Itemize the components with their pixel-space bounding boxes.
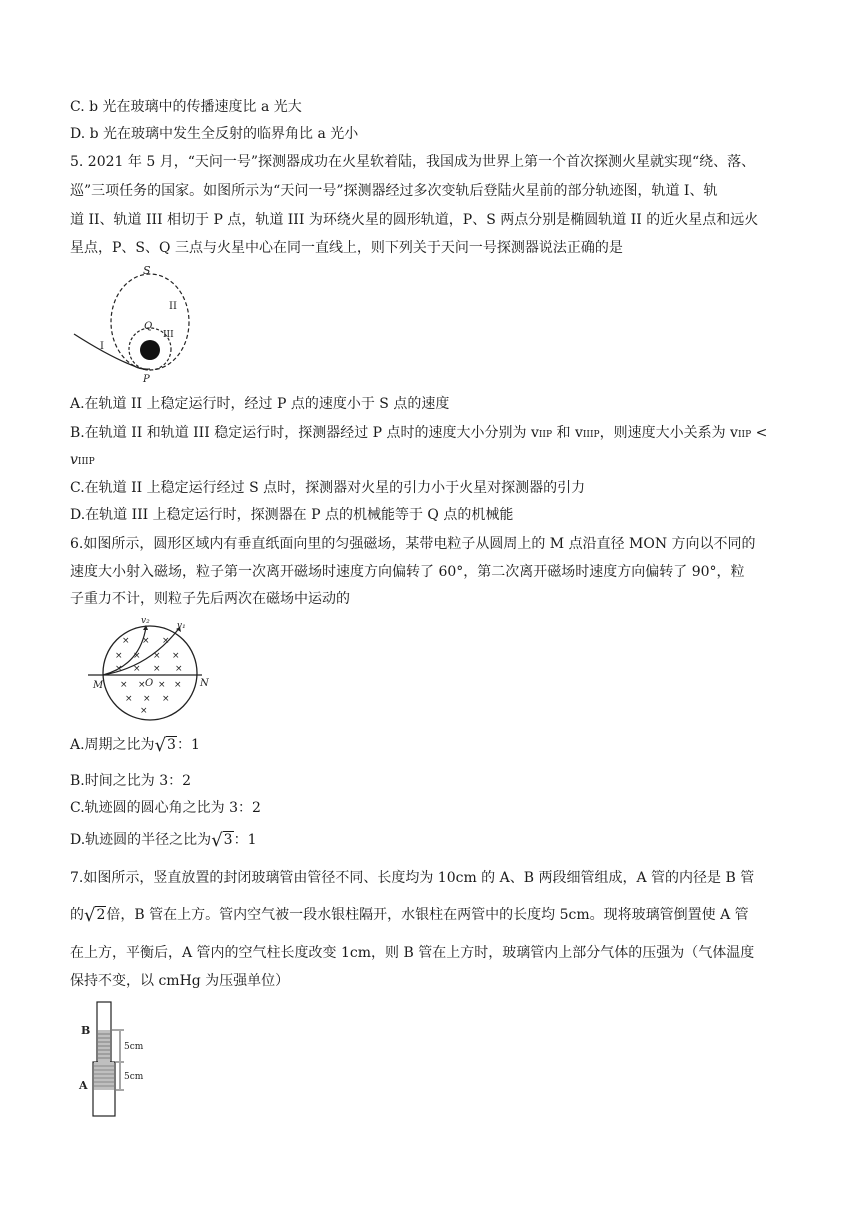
q5-stem-line1: 5. 2021 年 5 月，“天问一号”探测器成功在火星软着陆，我国成为世界上第一个首次探测火星就实现“绕、落、 bbox=[70, 154, 756, 170]
q6-option-a: A.周期之比为√3：1 bbox=[70, 735, 200, 756]
svg-text:×: × bbox=[115, 664, 123, 674]
q7-stem-line1: 7.如图所示，竖直放置的封闭玻璃管由管径不同、长度均为 10cm 的 A、B 两段细管组成，A 管的内径是 B 管 bbox=[70, 870, 755, 886]
q5-stem-line4: 星点，P、S、Q 三点与火星中心在同一直线上，则下列关于天问一号探测器说法正确的是 bbox=[70, 240, 623, 256]
svg-text:×: × bbox=[140, 706, 148, 716]
q5-stem-line3: 道 II、轨道 III 相切于 P 点，轨道 III 为环绕火星的圆形轨道，P、S 两点分别是椭圆轨道 II 的近火星点和远火 bbox=[70, 212, 759, 228]
label-s: S bbox=[143, 264, 151, 277]
orbit-diagram bbox=[70, 262, 230, 387]
label-a: A bbox=[79, 1079, 88, 1092]
q4-option-d: D. b 光在玻璃中发生全反射的临界角比 a 光小 bbox=[70, 126, 359, 142]
svg-text:×: × bbox=[138, 680, 146, 690]
svg-text:×: × bbox=[115, 651, 123, 661]
svg-text:×: × bbox=[142, 636, 150, 646]
label-v2: v₂ bbox=[141, 616, 150, 626]
svg-text:×: × bbox=[122, 636, 130, 646]
svg-text:×: × bbox=[143, 694, 151, 704]
svg-text:×: × bbox=[133, 664, 141, 674]
svg-text:×: × bbox=[125, 694, 133, 704]
label-v1: v₁ bbox=[177, 621, 186, 631]
q6-stem-line1: 6.如图所示，圆形区域内有垂直纸面向里的匀强磁场，某带电粒子从圆周上的 M 点沿直径 MON 方向以不同的 bbox=[70, 536, 756, 552]
q5-stem-line2: 巡”三项任务的国家。如图所示为“天问一号”探测器经过多次变轨后登陆火星前的部分轨迹图，轨道 I、轨 bbox=[70, 183, 718, 199]
label-5cm-lower: 5cm bbox=[124, 1072, 144, 1082]
q4-option-c: C. b 光在玻璃中的传播速度比 a 光大 bbox=[70, 99, 302, 115]
label-orbit-iii: III bbox=[163, 330, 174, 340]
q5-option-d: D.在轨道 III 上稳定运行时，探测器在 P 点的机械能等于 Q 点的机械能 bbox=[70, 507, 514, 523]
label-n: N bbox=[200, 678, 209, 689]
svg-text:×: × bbox=[158, 680, 166, 690]
q6-option-c: C.轨迹圆的圆心角之比为 3：2 bbox=[70, 800, 261, 816]
q7-stem-line4: 保持不变，以 cmHg 为压强单位） bbox=[70, 973, 290, 989]
q6-option-b: B.时间之比为 3：2 bbox=[70, 773, 192, 789]
svg-text:×: × bbox=[133, 651, 141, 661]
q6-stem-line3: 子重力不计，则粒子先后两次在磁场中运动的 bbox=[70, 591, 350, 607]
svg-text:×: × bbox=[172, 651, 180, 661]
mars-planet bbox=[140, 340, 160, 360]
sqrt-symbol: √3 bbox=[154, 735, 176, 756]
label-orbit-ii: II bbox=[169, 301, 177, 312]
sqrt-symbol: √3 bbox=[211, 830, 233, 851]
label-b: B bbox=[81, 1024, 91, 1037]
q5-option-b-continued: vIIIP bbox=[70, 452, 95, 468]
label-5cm-upper: 5cm bbox=[124, 1042, 144, 1052]
label-m: M bbox=[93, 680, 104, 691]
field-crosses bbox=[115, 636, 183, 716]
svg-text:×: × bbox=[175, 664, 183, 674]
q7-stem-line2: 的√2倍，B 管在上方。管内空气被一段水银柱隔开，水银柱在两管中的长度均 5cm。现将玻璃管倒置使 A 管 bbox=[70, 905, 749, 926]
q5-option-a: A.在轨道 II 上稳定运行时，经过 P 点的速度小于 S 点的速度 bbox=[70, 396, 450, 412]
q6-stem-line2: 速度大小射入磁场，粒子第一次离开磁场时速度方向偏转了 60°，第二次离开磁场时速度方向偏转了 90°，粒 bbox=[70, 564, 745, 580]
magnetic-field-diagram bbox=[70, 615, 215, 727]
orbit-i-path bbox=[74, 334, 150, 369]
label-q: Q bbox=[144, 321, 153, 332]
label-o: O bbox=[145, 678, 154, 689]
glass-tube-diagram bbox=[70, 998, 180, 1120]
q5-option-c: C.在轨道 II 上稳定运行经过 S 点时，探测器对火星的引力小于火星对探测器的引力 bbox=[70, 480, 586, 496]
svg-text:×: × bbox=[120, 680, 128, 690]
svg-text:×: × bbox=[153, 651, 161, 661]
svg-text:×: × bbox=[162, 636, 170, 646]
sqrt-symbol: √2 bbox=[84, 905, 106, 926]
label-orbit-i: I bbox=[100, 341, 104, 352]
svg-text:×: × bbox=[162, 694, 170, 704]
q5-option-b: B.在轨道 II 和轨道 III 稳定运行时，探测器经过 P 点时的速度大小分别为 vIIP 和 vIIIP，则速度大小关系为 vIIP < bbox=[70, 425, 768, 441]
label-p: P bbox=[143, 374, 150, 385]
q6-option-d: D.轨迹圆的半径之比为√3：1 bbox=[70, 830, 257, 851]
q7-stem-line3: 在上方，平衡后，A 管内的空气柱长度改变 1cm，则 B 管在上方时，玻璃管内上部分气体的压强为（气体温度 bbox=[70, 945, 755, 961]
svg-text:×: × bbox=[153, 664, 161, 674]
svg-text:×: × bbox=[174, 680, 182, 690]
